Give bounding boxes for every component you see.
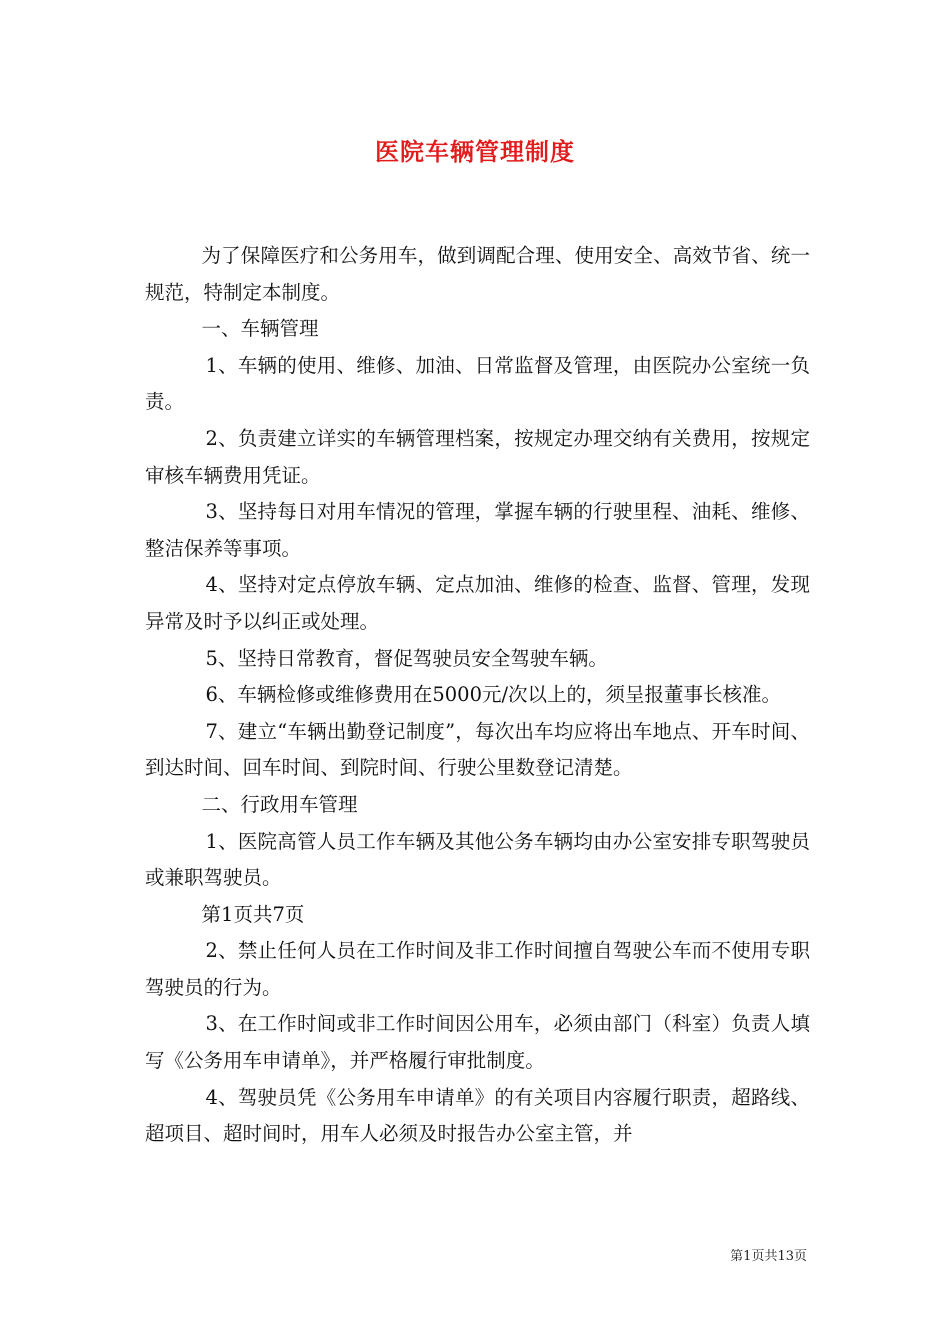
document-body	[145, 238, 810, 1153]
paragraph: 为了保障医疗和公务用车，做到调配合理、使用安全、高效节省、统一规范，特制定本制度。	[145, 244, 810, 304]
paragraph: 5、坚持日常教育，督促驾驶员安全驾驶车辆。	[205, 646, 608, 670]
section-heading: 二、行政用车管理	[201, 792, 358, 816]
section-heading: 一、车辆管理	[201, 317, 319, 341]
paragraph: 6、车辆检修或维修费用在5000元/次以上的，须呈报董事长核准。	[205, 683, 782, 707]
page-footer: 第1页共13页	[730, 1249, 807, 1264]
paragraph: 3、坚持每日对用车情况的管理，掌握车辆的行驶里程、油耗、维修、整洁保养等事项。	[145, 500, 810, 560]
paragraph: 1、车辆的使用、维修、加油、日常监督及管理，由医院办公室统一负责。	[145, 353, 810, 414]
document-title: 医院车辆管理制度	[375, 137, 575, 166]
inline-page-marker: 第1页共7页	[201, 902, 305, 926]
paragraph: 3、在工作时间或非工作时间因公用车，必须由部门（科室）负责人填写《公务用车申请单》，并严格履行审批制度。	[145, 1012, 810, 1073]
paragraph: 2、负责建立详实的车辆管理档案，按规定办理交纳有关费用，按规定审核车辆费用凭证。	[145, 426, 810, 487]
paragraph: 7、建立“车辆出勤登记制度”，每次出车均应将出车地点、开车时间、到达时间、回车时间、到院时间、行驶公里数登记清楚。	[145, 719, 810, 780]
paragraph: 4、坚持对定点停放车辆、定点加油、维修的检查、监督、管理，发现异常及时予以纠正或处理。	[145, 573, 810, 633]
paragraph: 2、禁止任何人员在工作时间及非工作时间擅自驾驶公车而不使用专职驾驶员的行为。	[145, 939, 810, 999]
paragraph: 4、驾驶员凭《公务用车申请单》的有关项目内容履行职责，超路线、超项目、超时间时，用车人必须及时报告办公室主管，并	[145, 1085, 810, 1146]
paragraph: 1、医院高管人员工作车辆及其他公务车辆均由办公室安排专职驾驶员或兼职驾驶员。	[145, 829, 810, 890]
